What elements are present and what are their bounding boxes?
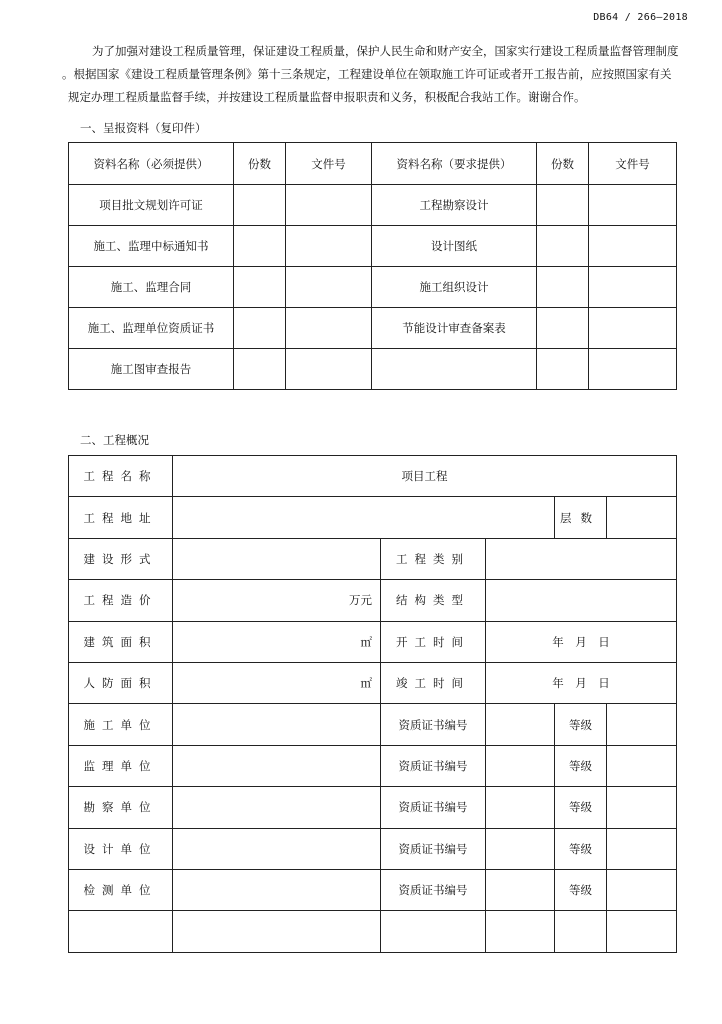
header-copies: 份数 bbox=[234, 143, 286, 185]
material-right-name: 工程勘察设计 bbox=[372, 185, 537, 226]
file-no-cell[interactable] bbox=[589, 349, 677, 390]
file-no-cell[interactable] bbox=[286, 267, 372, 308]
end-label: 竣工时间 bbox=[381, 662, 486, 703]
document-number: DB64 / 266—2018 bbox=[593, 12, 688, 23]
unit-value[interactable] bbox=[173, 745, 381, 786]
copies-cell[interactable] bbox=[234, 226, 286, 267]
project-name-row bbox=[69, 456, 677, 497]
file-no-cell[interactable] bbox=[286, 349, 372, 390]
civil-area-row bbox=[69, 662, 677, 703]
unit-row bbox=[69, 787, 677, 828]
address-label: 工程地址 bbox=[69, 497, 173, 538]
material-right-name: 设计图纸 bbox=[372, 226, 537, 267]
blank-cell[interactable] bbox=[555, 911, 607, 952]
material-left-name: 项目批文规划许可证 bbox=[69, 185, 234, 226]
unit-row bbox=[69, 745, 677, 786]
materials-row bbox=[69, 226, 677, 267]
grade-label: 等级 bbox=[555, 828, 607, 869]
file-no-cell[interactable] bbox=[286, 185, 372, 226]
material-left-name: 施工、监理单位资质证书 bbox=[69, 308, 234, 349]
unit-value[interactable] bbox=[173, 828, 381, 869]
grade-value[interactable] bbox=[607, 828, 677, 869]
header-copies-2: 份数 bbox=[537, 143, 589, 185]
blank-cell[interactable] bbox=[486, 911, 555, 952]
file-no-cell[interactable] bbox=[286, 308, 372, 349]
start-label: 开工时间 bbox=[381, 621, 486, 662]
civil-area-unit[interactable]: ㎡ bbox=[173, 662, 381, 703]
area-row bbox=[69, 621, 677, 662]
materials-row bbox=[69, 349, 677, 390]
grade-label: 等级 bbox=[555, 787, 607, 828]
unit-value[interactable] bbox=[173, 787, 381, 828]
civil-area-label: 人防面积 bbox=[69, 662, 173, 703]
material-right-name: 施工组织设计 bbox=[372, 267, 537, 308]
qual-no-label: 资质证书编号 bbox=[381, 869, 486, 910]
start-value[interactable]: 年 月 日 bbox=[486, 621, 677, 662]
section-1-title: 一、呈报资料（复印件） bbox=[80, 121, 207, 135]
unit-label: 检测单位 bbox=[69, 869, 173, 910]
intro-line-2: 。根据国家《建设工程质量管理条例》第十三条规定，工程建设单位在领取施工许可证或者开工报告前，应按照国家有关 bbox=[62, 67, 672, 81]
intro-line-1: 为了加强对建设工程质量管理，保证建设工程质量，保护人民生命和财产安全，国家实行建设工程质量监督管理制度 bbox=[92, 44, 679, 58]
cost-row bbox=[69, 580, 677, 621]
project-overview-table bbox=[68, 455, 677, 953]
qual-no-value[interactable] bbox=[486, 787, 555, 828]
blank-cell[interactable] bbox=[607, 911, 677, 952]
file-no-cell[interactable] bbox=[589, 226, 677, 267]
grade-value[interactable] bbox=[607, 869, 677, 910]
category-value[interactable] bbox=[486, 538, 677, 579]
section-2-title: 二、工程概况 bbox=[80, 433, 149, 447]
grade-value[interactable] bbox=[607, 745, 677, 786]
blank-cell[interactable] bbox=[69, 911, 173, 952]
material-left-name: 施工、监理中标通知书 bbox=[69, 226, 234, 267]
address-value[interactable] bbox=[173, 497, 555, 538]
build-form-row bbox=[69, 538, 677, 579]
grade-label: 等级 bbox=[555, 869, 607, 910]
unit-value[interactable] bbox=[173, 869, 381, 910]
cost-unit[interactable]: 万元 bbox=[173, 580, 381, 621]
materials-row bbox=[69, 267, 677, 308]
copies-cell[interactable] bbox=[537, 226, 589, 267]
qual-no-label: 资质证书编号 bbox=[381, 828, 486, 869]
copies-cell[interactable] bbox=[234, 267, 286, 308]
header-file-no-2: 文件号 bbox=[589, 143, 677, 185]
intro-paragraph bbox=[62, 40, 688, 109]
address-row bbox=[69, 497, 677, 538]
project-name-value[interactable]: 项目工程 bbox=[173, 456, 677, 497]
unit-row bbox=[69, 704, 677, 745]
qual-no-label: 资质证书编号 bbox=[381, 704, 486, 745]
unit-label: 监理单位 bbox=[69, 745, 173, 786]
cost-label: 工程造价 bbox=[69, 580, 173, 621]
qual-no-value[interactable] bbox=[486, 704, 555, 745]
file-no-cell[interactable] bbox=[589, 185, 677, 226]
unit-value[interactable] bbox=[173, 704, 381, 745]
copies-cell[interactable] bbox=[537, 308, 589, 349]
copies-cell[interactable] bbox=[537, 267, 589, 308]
file-no-cell[interactable] bbox=[589, 267, 677, 308]
category-label: 工程类别 bbox=[381, 538, 486, 579]
copies-cell[interactable] bbox=[234, 308, 286, 349]
end-value[interactable]: 年 月 日 bbox=[486, 662, 677, 703]
project-name-label: 工程名称 bbox=[69, 456, 173, 497]
materials-row bbox=[69, 308, 677, 349]
unit-row bbox=[69, 869, 677, 910]
qual-no-value[interactable] bbox=[486, 869, 555, 910]
blank-row bbox=[69, 911, 677, 952]
build-form-label: 建设形式 bbox=[69, 538, 173, 579]
blank-cell[interactable] bbox=[381, 911, 486, 952]
unit-label: 设计单位 bbox=[69, 828, 173, 869]
area-label: 建筑面积 bbox=[69, 621, 173, 662]
material-right-name bbox=[372, 349, 537, 390]
header-file-no: 文件号 bbox=[286, 143, 372, 185]
materials-header-row bbox=[69, 143, 677, 185]
copies-cell[interactable] bbox=[234, 349, 286, 390]
material-right-name: 节能设计审查备案表 bbox=[372, 308, 537, 349]
intro-line-3: 规定办理工程质量监督手续，并按建设工程质量监督申报职责和义务，积极配合我站工作。谢谢合作。 bbox=[68, 90, 586, 104]
copies-cell[interactable] bbox=[537, 185, 589, 226]
material-left-name: 施工图审查报告 bbox=[69, 349, 234, 390]
grade-value[interactable] bbox=[607, 787, 677, 828]
qual-no-label: 资质证书编号 bbox=[381, 745, 486, 786]
floors-value[interactable] bbox=[607, 497, 677, 538]
blank-cell[interactable] bbox=[173, 911, 381, 952]
qual-no-label: 资质证书编号 bbox=[381, 787, 486, 828]
material-left-name: 施工、监理合同 bbox=[69, 267, 234, 308]
floors-label: 层数 bbox=[555, 497, 607, 538]
materials-table bbox=[68, 142, 677, 390]
qual-no-value[interactable] bbox=[486, 828, 555, 869]
grade-label: 等级 bbox=[555, 704, 607, 745]
area-unit[interactable]: ㎡ bbox=[173, 621, 381, 662]
copies-cell[interactable] bbox=[234, 185, 286, 226]
grade-label: 等级 bbox=[555, 745, 607, 786]
header-required-name: 资料名称（必须提供） bbox=[69, 143, 234, 185]
materials-row bbox=[69, 185, 677, 226]
copies-cell[interactable] bbox=[537, 349, 589, 390]
build-form-value[interactable] bbox=[173, 538, 381, 579]
file-no-cell[interactable] bbox=[589, 308, 677, 349]
file-no-cell[interactable] bbox=[286, 226, 372, 267]
qual-no-value[interactable] bbox=[486, 745, 555, 786]
grade-value[interactable] bbox=[607, 704, 677, 745]
unit-label: 施工单位 bbox=[69, 704, 173, 745]
structure-value[interactable] bbox=[486, 580, 677, 621]
structure-label: 结构类型 bbox=[381, 580, 486, 621]
unit-row bbox=[69, 828, 677, 869]
header-requested-name: 资料名称（要求提供） bbox=[372, 143, 537, 185]
unit-label: 勘察单位 bbox=[69, 787, 173, 828]
